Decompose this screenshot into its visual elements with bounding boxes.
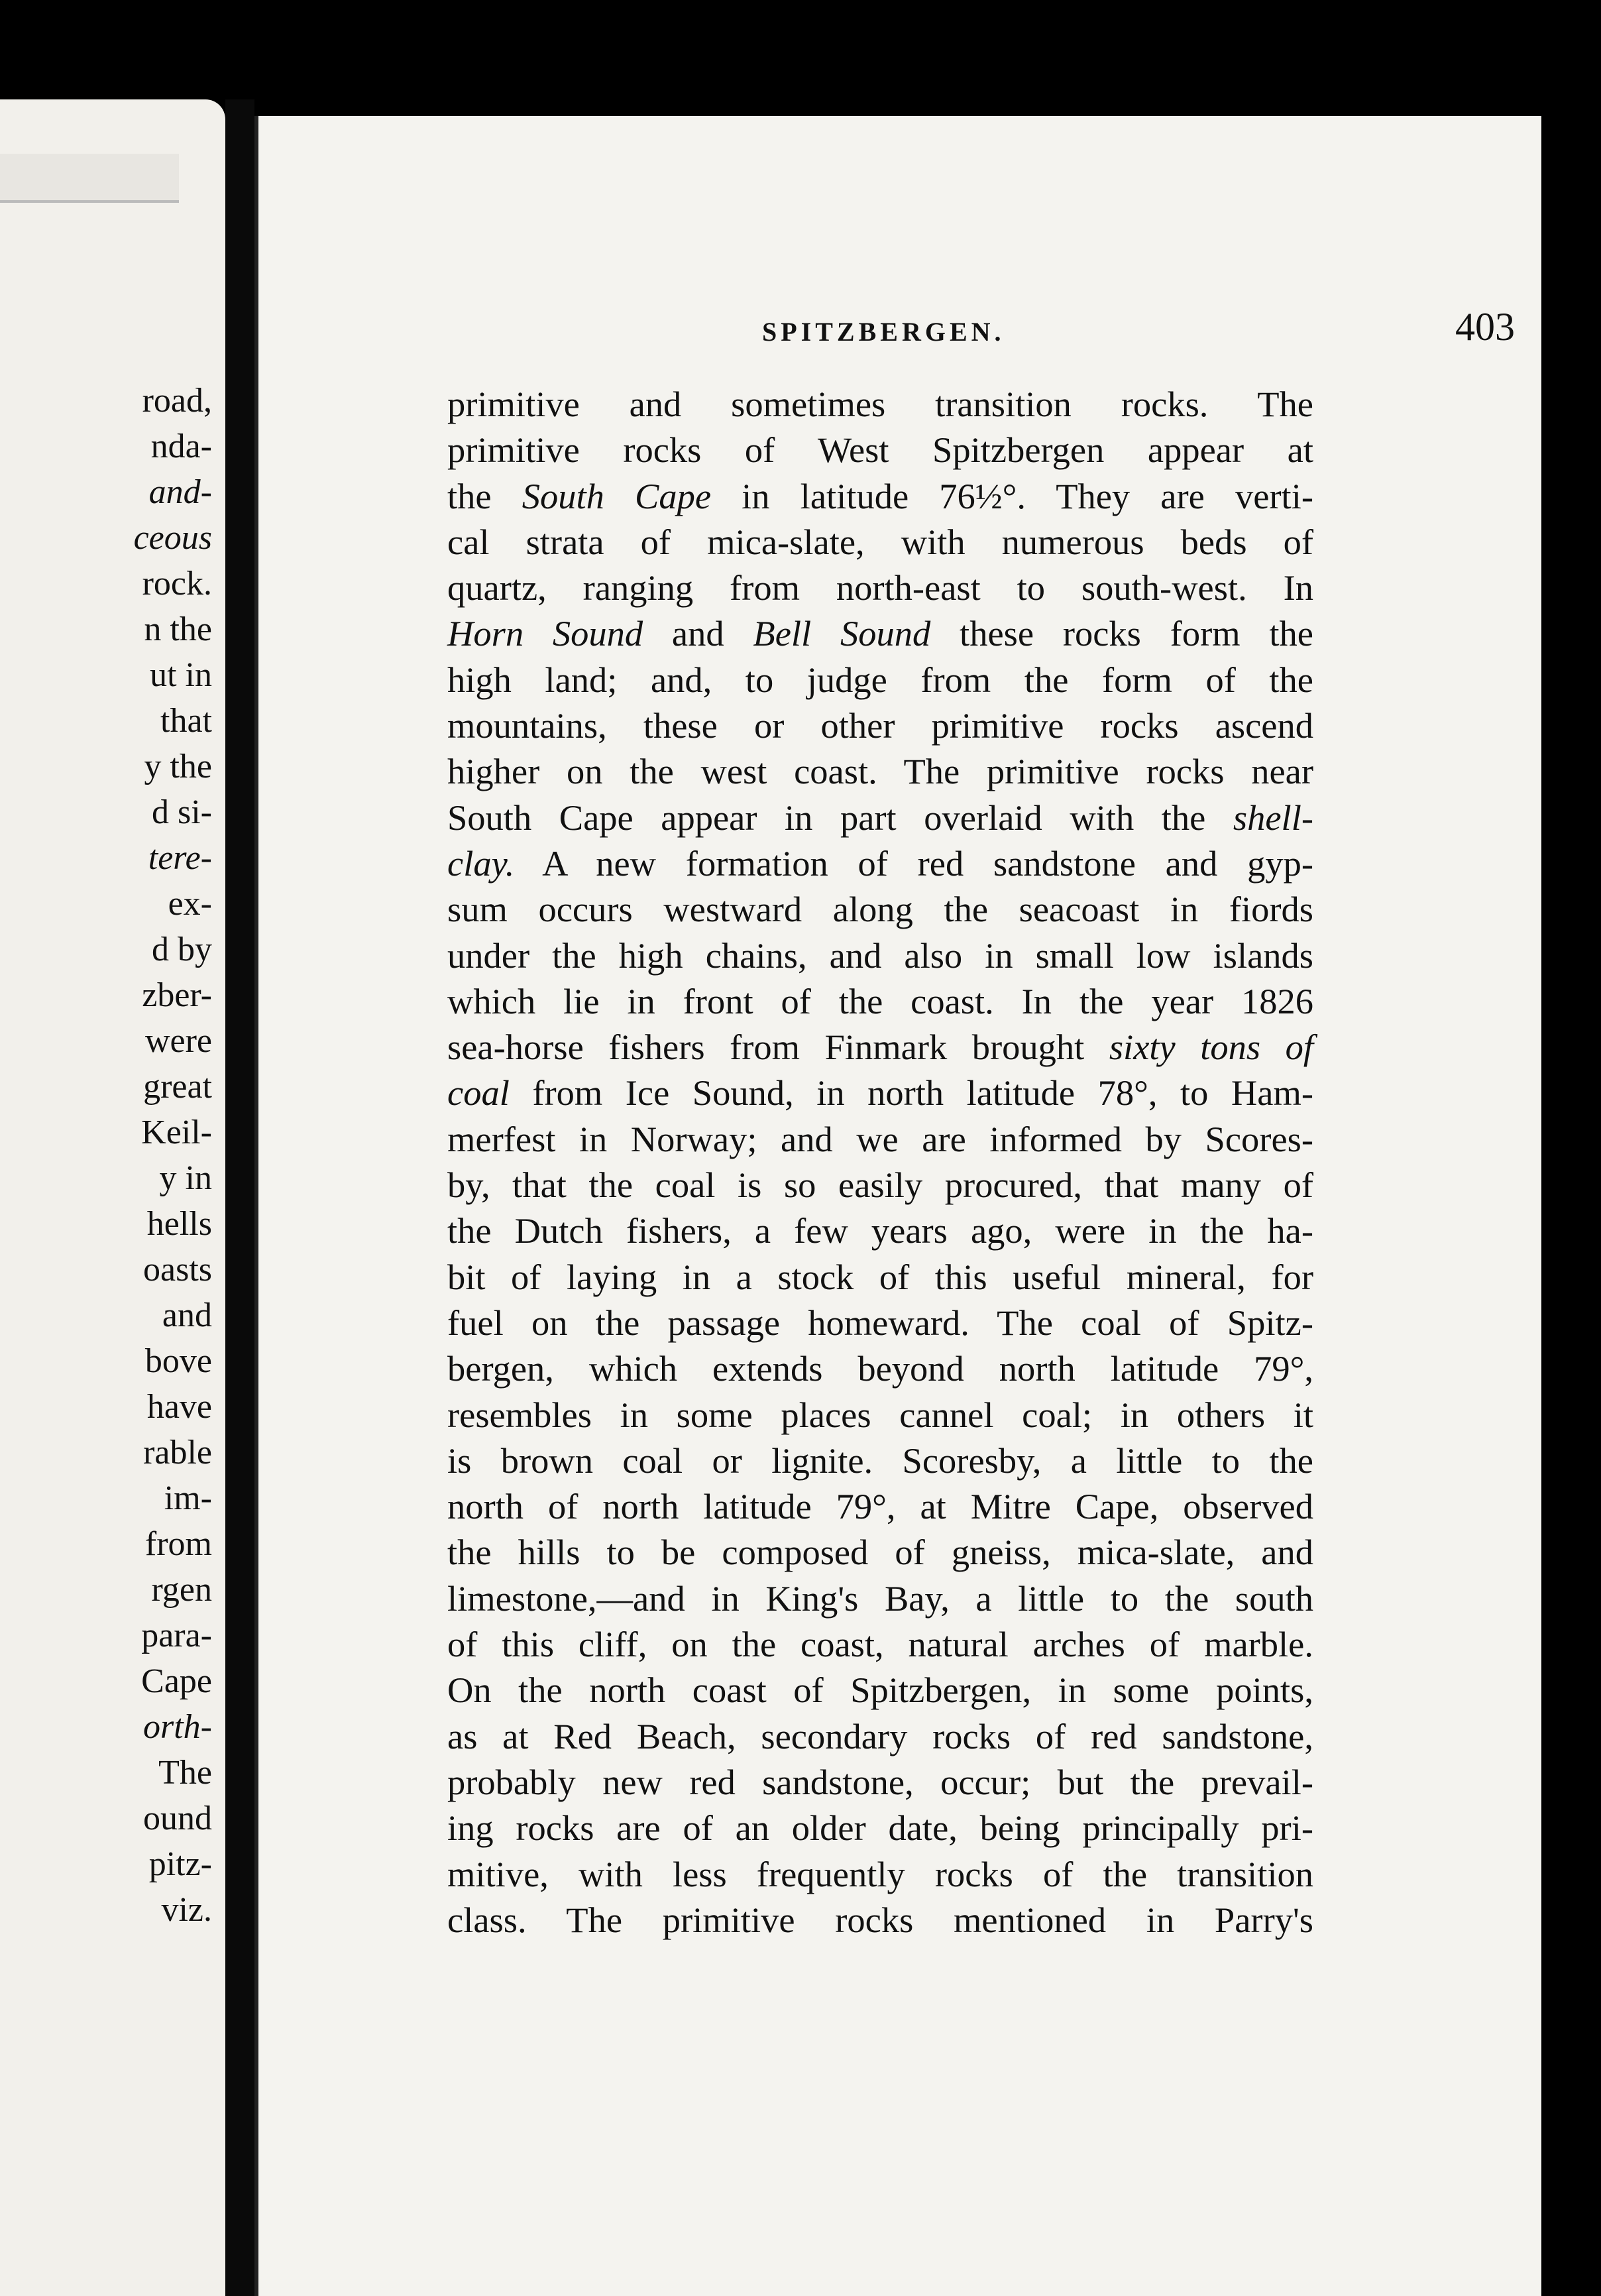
text-line xyxy=(447,565,1313,610)
text-segment: On the north coast of Spitzbergen, in some points, xyxy=(447,1670,1313,1711)
left-facing-page xyxy=(0,99,225,2296)
left-page-line: have xyxy=(146,1388,212,1426)
text-line xyxy=(447,519,1313,565)
text-line xyxy=(447,657,1313,703)
left-page-line: d by xyxy=(152,931,212,968)
left-page-line: nda- xyxy=(150,428,212,465)
text-line xyxy=(447,1392,1313,1438)
text-line xyxy=(447,1576,1313,1621)
page-number: 403 xyxy=(1455,305,1515,349)
left-page-line: ex- xyxy=(168,885,212,923)
left-page-line: rable xyxy=(143,1434,212,1471)
book-gutter xyxy=(225,99,254,2296)
italic-text-segment: clay. xyxy=(447,842,515,884)
text-segment: which lie in front of the coast. In the year 1826 xyxy=(447,980,1313,1021)
text-segment: these rocks form the xyxy=(930,613,1313,654)
text-line xyxy=(447,840,1313,886)
text-segment: of this cliff, on the coast, natural arches of marble. xyxy=(447,1624,1313,1665)
text-segment: from Ice Sound, in north latitude 78°, to Ham- xyxy=(509,1072,1313,1114)
text-segment: sum occurs westward along the seacoast in fiords xyxy=(447,889,1313,930)
text-segment: bit of laying in a stock of this useful mineral, for xyxy=(447,1256,1313,1297)
text-line xyxy=(447,703,1313,748)
left-page-line: orth- xyxy=(143,1708,212,1746)
text-line xyxy=(447,1116,1313,1162)
text-line xyxy=(447,610,1313,656)
left-page-line: y in xyxy=(159,1159,212,1197)
text-segment: A new formation of red sandstone and gyp- xyxy=(514,842,1313,884)
left-page-line: from xyxy=(144,1525,212,1563)
left-page-line: great xyxy=(143,1068,212,1106)
text-segment: the xyxy=(447,475,522,516)
text-line xyxy=(447,748,1313,794)
left-page-line: d si- xyxy=(152,793,212,831)
left-page-line: rgen xyxy=(151,1571,212,1609)
left-page-line: y the xyxy=(144,748,212,785)
text-segment: north of north latitude 79°, at Mitre Cape, observed xyxy=(447,1486,1313,1527)
text-line xyxy=(447,1851,1313,1897)
left-page-edge-strip xyxy=(0,154,179,203)
text-segment: ing rocks are of an older date, being principally pri- xyxy=(447,1808,1313,1849)
text-segment: mountains, these or other primitive rocks ascend xyxy=(447,705,1313,746)
text-line xyxy=(447,1438,1313,1483)
left-page-line: hells xyxy=(146,1205,212,1243)
text-line xyxy=(447,1667,1313,1713)
left-page-line: Keil- xyxy=(141,1114,212,1151)
text-line xyxy=(447,1621,1313,1667)
left-page-text-fragments xyxy=(134,378,212,1933)
text-segment: bergen, which extends beyond north latitude 79°, xyxy=(447,1348,1313,1389)
text-segment: as at Red Beach, secondary rocks of red sandstone, xyxy=(447,1715,1313,1756)
left-page-line: viz. xyxy=(161,1891,212,1929)
left-page-line: bove xyxy=(144,1342,212,1380)
text-segment: under the high chains, and also in small low islands xyxy=(447,935,1313,976)
left-page-line: ceous xyxy=(133,519,212,557)
left-page-line: that xyxy=(160,702,212,740)
text-segment: in latitude 76½°. They are verti- xyxy=(711,475,1313,516)
text-line xyxy=(447,1897,1313,1943)
text-segment: higher on the west coast. The primitive rocks near xyxy=(447,751,1313,792)
left-page-line: oasts xyxy=(143,1251,212,1289)
left-page-line: were xyxy=(144,1022,212,1060)
text-line xyxy=(447,933,1313,978)
left-page-line: Cape xyxy=(141,1662,212,1700)
text-segment: by, that the coal is so easily procured, that many of xyxy=(447,1165,1313,1206)
text-line xyxy=(447,1070,1313,1116)
text-line xyxy=(447,1208,1313,1253)
text-line xyxy=(447,427,1313,473)
text-line xyxy=(447,473,1313,519)
text-segment: primitive rocks of West Spitzbergen appear at xyxy=(447,430,1313,471)
text-line xyxy=(447,886,1313,932)
running-head-title: SPITZBERGEN. xyxy=(762,317,1005,347)
text-segment: high land; and, to judge from the form of the xyxy=(447,659,1313,700)
text-segment: and xyxy=(643,613,753,654)
running-head xyxy=(258,305,1541,361)
text-segment: limestone,—and in King's Bay, a little to the south xyxy=(447,1578,1313,1619)
left-page-line: and xyxy=(162,1296,212,1334)
text-segment: primitive and sometimes transition rocks. The xyxy=(447,384,1313,424)
left-page-line: and- xyxy=(148,473,212,511)
text-line xyxy=(447,381,1313,427)
text-segment: class. The primitive rocks mentioned in Parry's xyxy=(447,1899,1313,1940)
text-segment: fuel on the passage homeward. The coal of Spitz- xyxy=(447,1302,1313,1343)
text-line xyxy=(447,978,1313,1024)
text-segment: sea-horse fishers from Finmark brought xyxy=(447,1027,1109,1068)
text-line xyxy=(447,1346,1313,1391)
left-page-line: rock. xyxy=(142,565,212,603)
italic-text-segment: South Cape xyxy=(522,475,712,516)
text-line xyxy=(447,795,1313,840)
text-segment: resembles in some places cannel coal; in others it xyxy=(447,1394,1313,1435)
text-segment: the hills to be composed of gneiss, mica-slate, and xyxy=(447,1532,1313,1573)
text-segment: the Dutch fishers, a few years ago, were in the ha- xyxy=(447,1210,1313,1251)
text-line xyxy=(447,1529,1313,1575)
italic-text-segment: Bell Sound xyxy=(753,613,931,654)
text-segment: merfest in Norway; and we are informed by Scores- xyxy=(447,1118,1313,1159)
left-page-line: The xyxy=(158,1754,212,1792)
text-segment: South Cape appear in part overlaid with the xyxy=(447,797,1233,838)
italic-text-segment: coal xyxy=(447,1072,510,1114)
text-line xyxy=(447,1713,1313,1759)
left-page-line: ut in xyxy=(150,656,212,694)
italic-text-segment: shell- xyxy=(1233,797,1313,838)
text-segment: cal strata of mica-slate, with numerous beds of xyxy=(447,521,1313,562)
text-line xyxy=(447,1483,1313,1529)
left-page-line: para- xyxy=(141,1617,212,1654)
main-page xyxy=(254,116,1541,2296)
text-segment: is brown coal or lignite. Scoresby, a little to the xyxy=(447,1440,1313,1481)
body-text xyxy=(447,381,1313,1943)
left-page-line: n the xyxy=(144,610,212,648)
text-line xyxy=(447,1162,1313,1208)
left-page-line: zber- xyxy=(142,976,212,1014)
text-line xyxy=(447,1300,1313,1346)
italic-text-segment: sixty tons of xyxy=(1109,1027,1313,1068)
left-page-line: road, xyxy=(142,382,212,420)
text-segment: probably new red sandstone, occur; but the prevail- xyxy=(447,1761,1313,1802)
text-line xyxy=(447,1024,1313,1070)
text-line xyxy=(447,1759,1313,1805)
left-page-line: pitz- xyxy=(148,1845,212,1883)
left-page-line: im- xyxy=(164,1479,212,1517)
text-line xyxy=(447,1254,1313,1300)
text-segment: mitive, with less frequently rocks of the transition xyxy=(447,1853,1313,1894)
text-segment: quartz, ranging from north-east to south-west. In xyxy=(447,567,1313,608)
text-line xyxy=(447,1805,1313,1851)
italic-text-segment: Horn Sound xyxy=(447,613,643,654)
left-page-line: tere- xyxy=(148,839,212,877)
left-page-line: ound xyxy=(143,1800,212,1837)
